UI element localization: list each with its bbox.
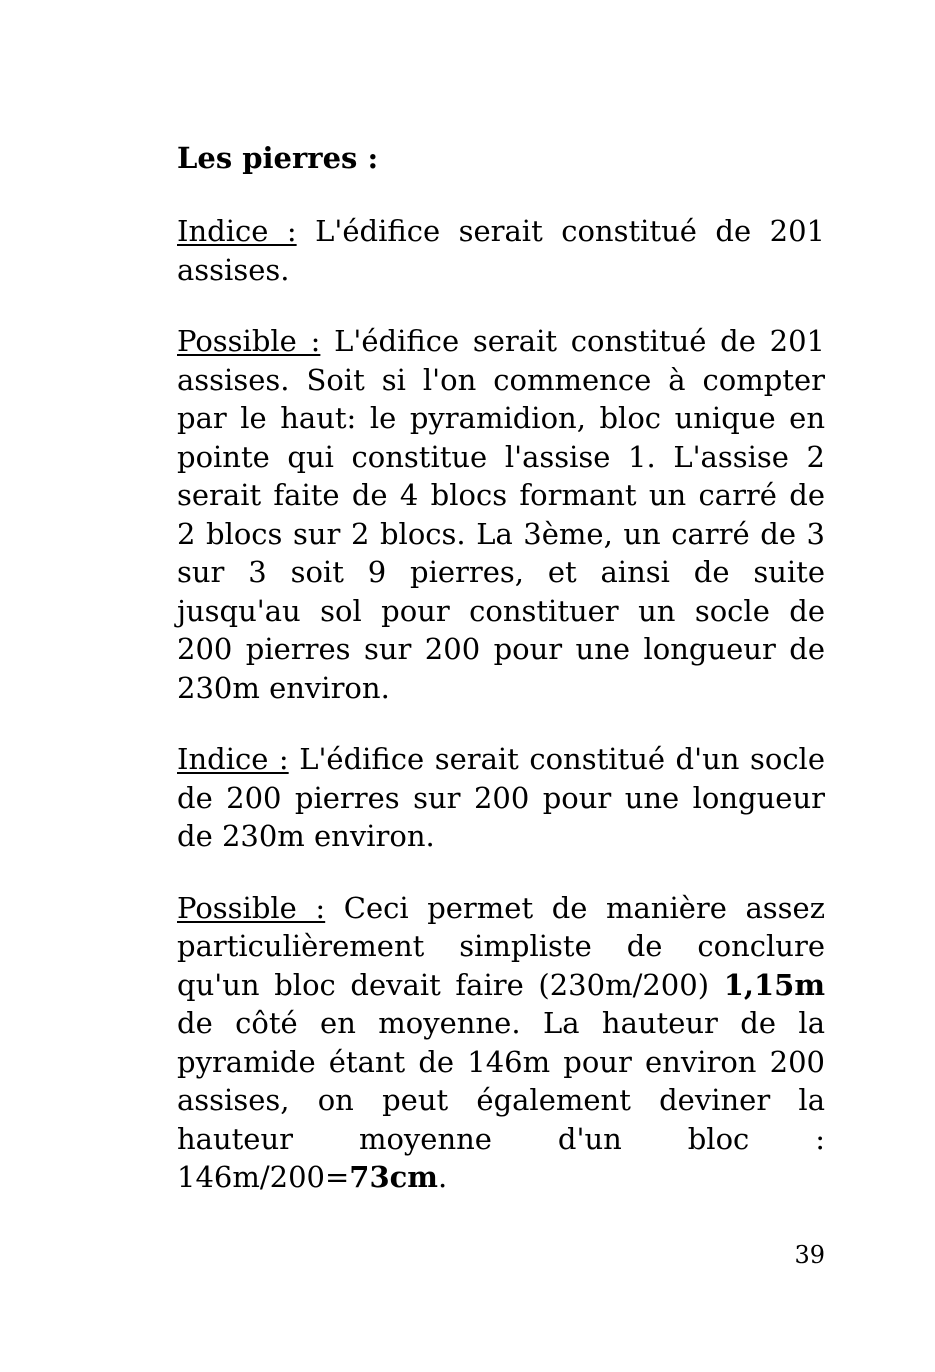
paragraph-label: Indice : (177, 742, 289, 776)
paragraph-label: Indice : (177, 214, 297, 248)
paragraph-text-end: . (437, 1160, 448, 1194)
bold-value-block-width: 1,15m (723, 967, 826, 1002)
page-number: 39 (794, 1241, 825, 1269)
document-page (177, 138, 825, 1230)
paragraph-label: Possible : (177, 890, 326, 925)
section-title: Les pierres : (177, 141, 379, 175)
paragraph-text: Ceci permet de manière assez particulièrement simpliste de conclure qu'un bloc devait faire (230m/200) (177, 890, 825, 1002)
paragraph-indice-1 (177, 212, 825, 289)
paragraph-indice-2 (177, 740, 825, 856)
bold-value-block-height: 73cm (349, 1160, 438, 1194)
paragraph-text: L'édifice serait constitué de 201 assises. Soit si l'on commence à compter par le haut: le pyramidion, bloc unique en pointe qui constitue l'assise 1. L'assise 2 serait faite de 4 blocs formant un carré de 2 blocs sur 2 blocs. La 3ème, un carré de 3 sur 3 soit 9 pierres, et ainsi de suite jusqu'au sol pour constituer un socle de 200 pierres sur 200 pour une longueur de 230m environ. (177, 324, 826, 705)
paragraph-text: de côté en moyenne. La hauteur de la pyramide étant de 146m pour environ 200 assises, on peut également deviner la hauteur moyenne d'un bloc : 146m/200= (177, 1006, 825, 1194)
paragraph-possible-1 (177, 322, 825, 707)
paragraph-label: Possible : (177, 324, 321, 358)
paragraph-text: L'édifice serait constitué d'un socle de 200 pierres sur 200 pour une longueur de 230m environ. (177, 742, 825, 853)
paragraph-possible-2 (177, 889, 825, 1197)
paragraph-text: L'édifice serait constitué de 201 assises. (177, 214, 825, 287)
